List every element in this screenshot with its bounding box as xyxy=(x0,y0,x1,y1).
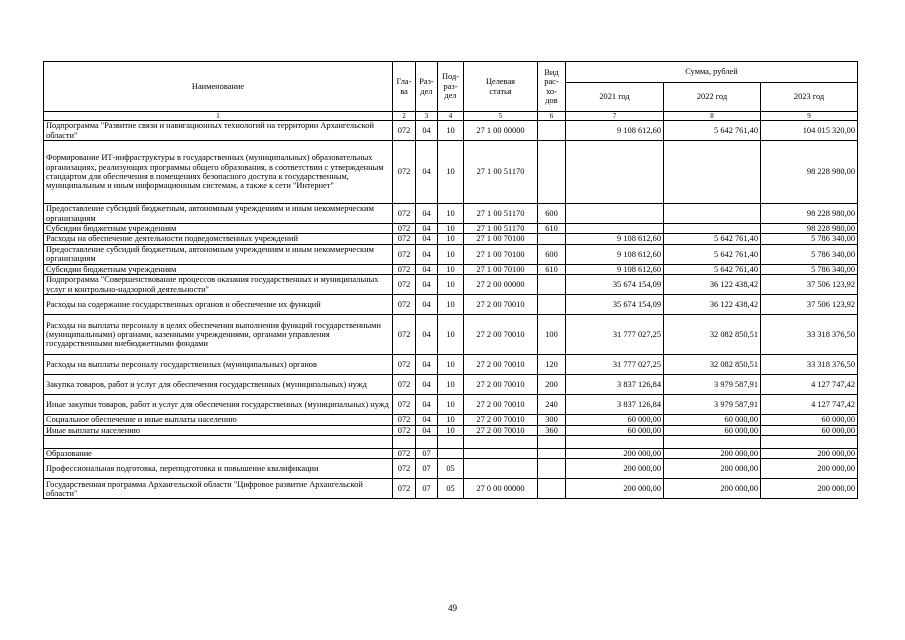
table-cell-sum-2021 xyxy=(566,204,664,224)
index-cell: 5 xyxy=(464,112,538,121)
table-cell-sum-2021: 60 000,00 xyxy=(566,415,664,425)
table-cell-chapter: 072 xyxy=(393,121,416,141)
table-cell-subsection: 10 xyxy=(438,224,464,234)
table-cell-subsection: 10 xyxy=(438,295,464,315)
header-year-2021: 2021 год xyxy=(566,83,664,112)
table-cell-subsection: 10 xyxy=(438,395,464,415)
table-row xyxy=(44,355,858,375)
table-row xyxy=(44,141,858,204)
table-cell-target-article: 27 1 00 70100 xyxy=(464,264,538,274)
index-cell: 4 xyxy=(438,112,464,121)
table-cell-sum-2021: 9 108 612,60 xyxy=(566,264,664,274)
table-row xyxy=(44,479,858,499)
header-chapter: Гла- ва xyxy=(393,62,416,112)
header-name: Наименование xyxy=(44,62,393,112)
table-cell-sum-2023: 5 786 340,00 xyxy=(761,264,858,274)
table-cell-subsection: 05 xyxy=(438,459,464,479)
table-cell-name: Формирование ИТ-инфраструктуры в государственных (муниципальных) образовательных организациях, реализующих программы общего образования, в соответствии с утвержденным стандартом для обеспечения в помещениях безопасного доступа к государственным, муниципальным и иным информационным системам, а также к сети "Интернет" xyxy=(44,141,393,204)
table-cell-sum-2022 xyxy=(664,436,761,449)
page-number: 49 xyxy=(448,603,457,613)
table-cell-sum-2023: 4 127 747,42 xyxy=(761,375,858,395)
table-body xyxy=(44,121,858,499)
table-cell-section: 04 xyxy=(416,224,438,234)
table-cell-sum-2022: 60 000,00 xyxy=(664,425,761,435)
table-cell-sum-2021: 35 674 154,09 xyxy=(566,295,664,315)
header-expense-type: Вид рас- хо- дов xyxy=(538,62,566,112)
table-cell-section xyxy=(416,436,438,449)
table-cell-sum-2021: 200 000,00 xyxy=(566,449,664,459)
table-cell-section: 04 xyxy=(416,315,438,355)
table-cell-chapter: 072 xyxy=(393,395,416,415)
table-cell-expense-type xyxy=(538,295,566,315)
table-cell-sum-2021: 3 837 126,84 xyxy=(566,395,664,415)
table-cell-sum-2021 xyxy=(566,436,664,449)
table-row xyxy=(44,436,858,449)
table-cell-chapter: 072 xyxy=(393,141,416,204)
table-cell-section: 04 xyxy=(416,375,438,395)
table-cell-expense-type: 600 xyxy=(538,244,566,264)
table-cell-sum-2022 xyxy=(664,204,761,224)
table-cell-subsection: 10 xyxy=(438,234,464,244)
table-cell-section: 04 xyxy=(416,244,438,264)
table-cell-sum-2021: 60 000,00 xyxy=(566,425,664,435)
table-cell-name: Образование xyxy=(44,449,393,459)
table-cell-section: 04 xyxy=(416,141,438,204)
table-cell-expense-type: 610 xyxy=(538,224,566,234)
table-cell-chapter: 072 xyxy=(393,425,416,435)
table-cell-target-article: 27 2 00 70010 xyxy=(464,315,538,355)
table-row xyxy=(44,449,858,459)
table-cell-subsection: 10 xyxy=(438,264,464,274)
table-cell-subsection: 10 xyxy=(438,415,464,425)
table-cell-sum-2023: 33 318 376,50 xyxy=(761,315,858,355)
table-cell-expense-type: 610 xyxy=(538,264,566,274)
table-cell-sum-2022 xyxy=(664,141,761,204)
table-cell-chapter: 072 xyxy=(393,449,416,459)
table-cell-section: 04 xyxy=(416,395,438,415)
index-cell: 1 xyxy=(44,112,393,121)
table-cell-target-article: 27 1 00 51170 xyxy=(464,224,538,234)
table-cell-sum-2022: 36 122 438,42 xyxy=(664,275,761,295)
table-cell-name: Иные закупки товаров, работ и услуг для обеспечения государственных (муниципальных) нужд xyxy=(44,395,393,415)
header-year-2022: 2022 год xyxy=(664,83,761,112)
table-cell-chapter: 072 xyxy=(393,295,416,315)
table-cell-subsection xyxy=(438,436,464,449)
table-cell-expense-type xyxy=(538,436,566,449)
table-cell-sum-2023: 200 000,00 xyxy=(761,479,858,499)
table-cell-sum-2022 xyxy=(664,224,761,234)
table-cell-expense-type: 100 xyxy=(538,315,566,355)
table-cell-expense-type: 240 xyxy=(538,395,566,415)
table-cell-sum-2023: 5 786 340,00 xyxy=(761,234,858,244)
table-cell-name: Профессиональная подготовка, переподготовка и повышение квалификации xyxy=(44,459,393,479)
table-cell-sum-2023: 200 000,00 xyxy=(761,449,858,459)
table-row xyxy=(44,295,858,315)
table-cell-subsection xyxy=(438,449,464,459)
table-cell-name: Расходы на выплаты персоналу государственных (муниципальных) органов xyxy=(44,355,393,375)
table-cell-target-article: 27 2 00 00000 xyxy=(464,275,538,295)
table-cell-subsection: 10 xyxy=(438,425,464,435)
table-cell-section: 04 xyxy=(416,204,438,224)
table-cell-sum-2021: 31 777 027,25 xyxy=(566,315,664,355)
table-cell-section: 04 xyxy=(416,275,438,295)
table-cell-section: 07 xyxy=(416,479,438,499)
table-cell-name: Расходы на выплаты персоналу в целях обеспечения выполнения функций государственными (муниципальными) органами, казенными учреждениями, органами управления государственными внебюджетными фондами xyxy=(44,315,393,355)
budget-table xyxy=(43,61,858,499)
table-cell-sum-2021: 9 108 612,60 xyxy=(566,244,664,264)
table-cell-subsection: 10 xyxy=(438,204,464,224)
table-cell-name: Расходы на обеспечение деятельности подведомственных учреждений xyxy=(44,234,393,244)
table-cell-section: 04 xyxy=(416,425,438,435)
table-cell-subsection: 10 xyxy=(438,121,464,141)
table-cell-sum-2022: 5 642 761,40 xyxy=(664,244,761,264)
table-cell-subsection: 10 xyxy=(438,375,464,395)
table-cell-target-article xyxy=(464,436,538,449)
table-cell-sum-2021: 3 837 126,84 xyxy=(566,375,664,395)
table-cell-section: 07 xyxy=(416,449,438,459)
table-cell-sum-2023: 37 506 123,92 xyxy=(761,275,858,295)
table-cell-sum-2022: 5 642 761,40 xyxy=(664,234,761,244)
table-cell-chapter: 072 xyxy=(393,479,416,499)
table-cell-sum-2022: 200 000,00 xyxy=(664,479,761,499)
table-cell-target-article: 27 1 00 51170 xyxy=(464,141,538,204)
table-row xyxy=(44,425,858,435)
table-cell-expense-type: 200 xyxy=(538,375,566,395)
table-cell-section: 04 xyxy=(416,295,438,315)
table-cell-chapter: 072 xyxy=(393,355,416,375)
table-cell-sum-2021 xyxy=(566,141,664,204)
table-cell-expense-type xyxy=(538,479,566,499)
table-cell-sum-2023: 5 786 340,00 xyxy=(761,244,858,264)
table-cell-expense-type xyxy=(538,459,566,479)
header-target-article: Целевая статья xyxy=(464,62,538,112)
table-row xyxy=(44,121,858,141)
table-cell-sum-2023: 200 000,00 xyxy=(761,459,858,479)
table-cell-name: Подпрограмма "Совершенствование процессов оказания государственных и муниципальных услуг и контрольно-надзорной деятельности" xyxy=(44,275,393,295)
table-cell-target-article: 27 2 00 70010 xyxy=(464,295,538,315)
table-cell-target-article: 27 1 00 51170 xyxy=(464,204,538,224)
index-cell: 8 xyxy=(664,112,761,121)
table-cell-sum-2022: 5 642 761,40 xyxy=(664,264,761,274)
table-cell-target-article: 27 2 00 70010 xyxy=(464,395,538,415)
table-cell-sum-2022: 5 642 761,40 xyxy=(664,121,761,141)
table-cell-expense-type xyxy=(538,234,566,244)
table-row xyxy=(44,275,858,295)
table-row xyxy=(44,264,858,274)
table-cell-sum-2023: 4 127 747,42 xyxy=(761,395,858,415)
table-cell-sum-2021: 200 000,00 xyxy=(566,479,664,499)
table-cell-sum-2023: 60 000,00 xyxy=(761,425,858,435)
table-row xyxy=(44,315,858,355)
table-cell-sum-2023: 104 015 320,00 xyxy=(761,121,858,141)
table-row xyxy=(44,415,858,425)
table-cell-subsection: 10 xyxy=(438,355,464,375)
table-cell-target-article: 27 2 00 70010 xyxy=(464,425,538,435)
table-cell-sum-2021: 9 108 612,60 xyxy=(566,121,664,141)
table-cell-chapter: 072 xyxy=(393,244,416,264)
table-cell-target-article: 27 0 00 00000 xyxy=(464,479,538,499)
table-cell-sum-2023 xyxy=(761,436,858,449)
table-cell-target-article: 27 1 00 00000 xyxy=(464,121,538,141)
table-cell-target-article: 27 2 00 70010 xyxy=(464,375,538,395)
table-cell-section: 04 xyxy=(416,415,438,425)
table-row xyxy=(44,234,858,244)
index-cell: 9 xyxy=(761,112,858,121)
table-cell-chapter: 072 xyxy=(393,234,416,244)
table-row xyxy=(44,204,858,224)
table-cell-subsection: 10 xyxy=(438,141,464,204)
table-cell-sum-2022: 60 000,00 xyxy=(664,415,761,425)
table-cell-sum-2022: 32 082 850,51 xyxy=(664,315,761,355)
index-cell: 6 xyxy=(538,112,566,121)
table-cell-sum-2022: 3 979 587,91 xyxy=(664,395,761,415)
table-cell-sum-2021: 9 108 612,60 xyxy=(566,234,664,244)
table-cell-chapter: 072 xyxy=(393,459,416,479)
table-row xyxy=(44,224,858,234)
table-cell-chapter: 072 xyxy=(393,264,416,274)
table-cell-sum-2023: 60 000,00 xyxy=(761,415,858,425)
header-year-2023: 2023 год xyxy=(761,83,858,112)
table-cell-expense-type xyxy=(538,449,566,459)
table-cell-chapter: 072 xyxy=(393,315,416,355)
table-cell-target-article: 27 2 00 70010 xyxy=(464,415,538,425)
table-cell-name: Подпрограмма "Развитие связи и навигационных технологий на территории Архангельской области" xyxy=(44,121,393,141)
table-cell-chapter: 072 xyxy=(393,375,416,395)
table-cell-sum-2023: 98 228 980,00 xyxy=(761,204,858,224)
header-subsection: Под- раз- дел xyxy=(438,62,464,112)
table-cell-expense-type: 360 xyxy=(538,425,566,435)
table-cell-sum-2023: 37 506 123,92 xyxy=(761,295,858,315)
table-row xyxy=(44,244,858,264)
table-cell-target-article: 27 2 00 70010 xyxy=(464,355,538,375)
index-cell: 2 xyxy=(393,112,416,121)
table-cell-subsection: 10 xyxy=(438,315,464,355)
table-cell-sum-2021: 31 777 027,25 xyxy=(566,355,664,375)
table-row xyxy=(44,375,858,395)
table-cell-subsection: 05 xyxy=(438,479,464,499)
table-cell-target-article xyxy=(464,459,538,479)
table-cell-name: Расходы на содержание государственных органов и обеспечение их функций xyxy=(44,295,393,315)
table-cell-sum-2021: 200 000,00 xyxy=(566,459,664,479)
table-cell-expense-type: 300 xyxy=(538,415,566,425)
table-cell-section: 04 xyxy=(416,234,438,244)
table-cell-name: Субсидии бюджетным учреждениям xyxy=(44,264,393,274)
table-cell-sum-2022: 3 979 587,91 xyxy=(664,375,761,395)
table-cell-name: Субсидии бюджетным учреждениям xyxy=(44,224,393,234)
header-sum: Сумма, рублей xyxy=(566,62,858,83)
table-cell-chapter: 072 xyxy=(393,275,416,295)
table-cell-name: Иные выплаты населению xyxy=(44,425,393,435)
table-cell-target-article: 27 1 00 70100 xyxy=(464,244,538,264)
table-cell-sum-2023: 98 228 980,00 xyxy=(761,224,858,234)
table-cell-section: 07 xyxy=(416,459,438,479)
table-cell-name: Социальное обеспечение и иные выплаты населению xyxy=(44,415,393,425)
table-row xyxy=(44,459,858,479)
column-index-row xyxy=(44,112,858,121)
table-cell-name: Предоставление субсидий бюджетным, автономным учреждениям и иным некоммерческим организациям xyxy=(44,244,393,264)
table-row xyxy=(44,395,858,415)
index-cell: 7 xyxy=(566,112,664,121)
table-cell-name xyxy=(44,436,393,449)
table-cell-expense-type xyxy=(538,275,566,295)
table-cell-sum-2023: 33 318 376,50 xyxy=(761,355,858,375)
table-cell-chapter: 072 xyxy=(393,415,416,425)
table-header xyxy=(44,62,858,121)
table-cell-sum-2022: 200 000,00 xyxy=(664,459,761,479)
header-section: Раз- дел xyxy=(416,62,438,112)
table-cell-subsection: 10 xyxy=(438,244,464,264)
table-cell-chapter: 072 xyxy=(393,224,416,234)
table-cell-sum-2021: 35 674 154,09 xyxy=(566,275,664,295)
table-cell-name: Государственная программа Архангельской области "Цифровое развитие Архангельской области" xyxy=(44,479,393,499)
table-cell-expense-type xyxy=(538,141,566,204)
table-cell-chapter xyxy=(393,436,416,449)
table-cell-expense-type: 600 xyxy=(538,204,566,224)
table-cell-subsection: 10 xyxy=(438,275,464,295)
table-cell-name: Закупка товаров, работ и услуг для обеспечения государственных (муниципальных) нужд xyxy=(44,375,393,395)
table-cell-target-article xyxy=(464,449,538,459)
table-cell-expense-type xyxy=(538,121,566,141)
table-cell-target-article: 27 1 00 70100 xyxy=(464,234,538,244)
table-cell-section: 04 xyxy=(416,121,438,141)
table-cell-section: 04 xyxy=(416,264,438,274)
table-cell-name: Предоставление субсидий бюджетным, автономным учреждениям и иным некоммерческим организациям xyxy=(44,204,393,224)
table-cell-sum-2022: 32 082 850,51 xyxy=(664,355,761,375)
index-cell: 3 xyxy=(416,112,438,121)
table-cell-section: 04 xyxy=(416,355,438,375)
table-cell-sum-2023: 98 228 980,00 xyxy=(761,141,858,204)
table-cell-sum-2021 xyxy=(566,224,664,234)
table-cell-chapter: 072 xyxy=(393,204,416,224)
table-cell-sum-2022: 36 122 438,42 xyxy=(664,295,761,315)
table-cell-sum-2022: 200 000,00 xyxy=(664,449,761,459)
table-cell-expense-type: 120 xyxy=(538,355,566,375)
